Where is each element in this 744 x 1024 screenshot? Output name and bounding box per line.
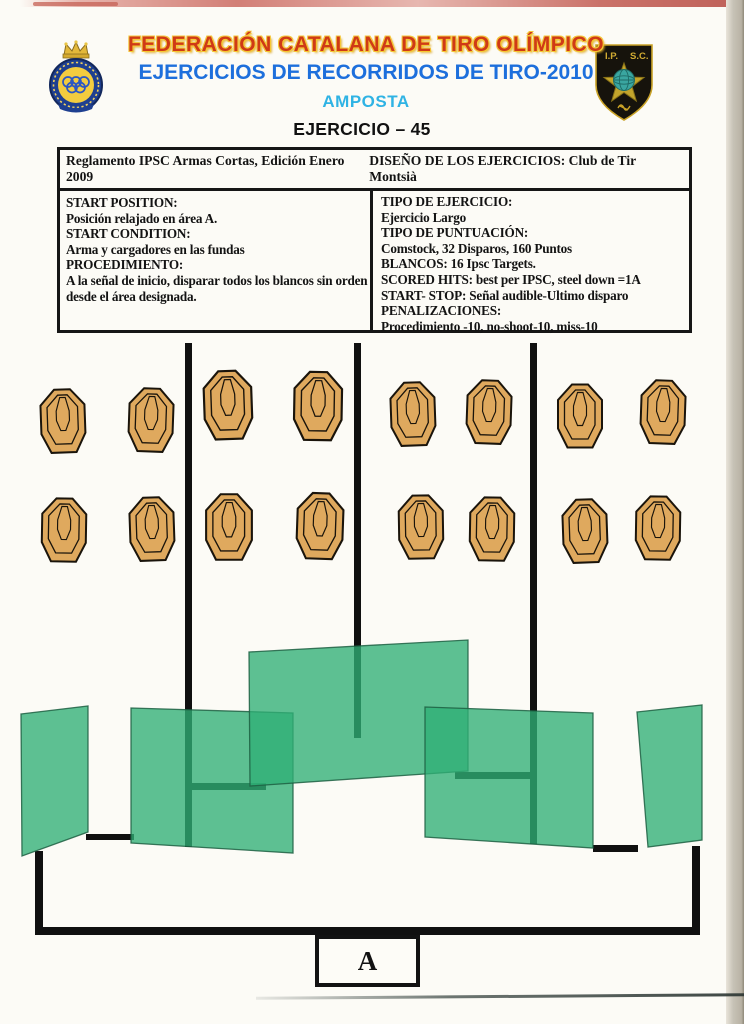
ipsc-target	[296, 492, 344, 559]
czone-zone	[303, 498, 336, 550]
czone-zone	[213, 500, 245, 551]
info-line: START- STOP: Señal audible-Ultimo disparo	[381, 287, 629, 303]
ipsc-target	[469, 497, 514, 561]
info-line: Comstock, 32 Disparos, 160 Puntos	[381, 240, 572, 256]
czone-zone	[476, 503, 507, 553]
barrier-left-outer	[21, 706, 88, 856]
wall-segment	[86, 834, 134, 840]
federation-title: FEDERACIÓN CATALANA DE TIRO OLÍMPICO	[127, 33, 605, 56]
czone-zone	[210, 376, 245, 430]
azone-zone	[656, 388, 670, 421]
azone-zone	[578, 507, 592, 540]
czone-zone	[473, 385, 505, 435]
czone-zone	[135, 393, 167, 443]
info-line: Procedimiento -10, no-shoot-10, miss-10	[381, 318, 598, 334]
start-area-box	[315, 935, 420, 987]
ipsc-target	[203, 370, 253, 440]
info-line: PROCEDIMIENTO:	[66, 257, 184, 273]
outer-zone	[203, 370, 253, 440]
wall-segment	[35, 927, 700, 935]
azone-zone	[482, 388, 496, 421]
ipsc-target	[640, 380, 686, 444]
outer-zone	[294, 372, 343, 441]
outer-zone	[296, 492, 344, 559]
outer-zone	[129, 497, 175, 561]
czone-zone	[569, 504, 601, 554]
start-conditions-cell	[60, 191, 373, 330]
info-line: TIPO DE PUNTUACIÓN:	[381, 225, 529, 241]
info-line: SCORED HITS: best per IPSC, steel down =1A	[381, 271, 641, 287]
outer-zone	[466, 380, 512, 444]
czone-zone	[565, 390, 596, 439]
czone-zone	[405, 501, 436, 551]
venue-title: AMPOSTA	[322, 92, 410, 111]
ipsc-target	[294, 372, 343, 441]
info-table-header-row	[60, 150, 689, 191]
regulation-text: Reglamento IPSC Armas Cortas, Edición Enero 2009	[66, 153, 345, 184]
exercise-title: EJERCICIO – 45	[293, 119, 431, 139]
ipsc-target	[635, 496, 680, 560]
ipsc-target	[466, 380, 512, 444]
outer-zone	[635, 496, 680, 560]
outer-zone	[40, 389, 86, 453]
azone-zone	[144, 396, 158, 429]
exercise-details-cell	[373, 191, 689, 334]
czone-zone	[136, 502, 168, 552]
czone-zone	[647, 385, 679, 435]
barrier-right-outer	[637, 705, 702, 847]
info-table	[57, 147, 692, 333]
ipsc-target	[206, 494, 252, 560]
scan-artifact-bottom-line	[256, 993, 744, 999]
czone-zone	[47, 394, 79, 444]
info-line: BLANCOS: 16 Ipsc Targets.	[381, 256, 536, 272]
ipsc-target	[398, 495, 443, 559]
wall-segment	[692, 846, 700, 929]
info-line: Posición relajado en área A.	[66, 210, 218, 226]
ipsc-target	[41, 498, 86, 562]
barrier-left-inner	[131, 708, 293, 853]
azone-zone	[311, 381, 326, 417]
ipsc-target	[128, 388, 174, 452]
azone-zone	[145, 505, 159, 538]
azone-zone	[414, 503, 428, 536]
ipsc-target	[558, 385, 602, 448]
azone-zone	[57, 506, 71, 539]
scan-artifact-top-streak	[20, 0, 744, 7]
info-line: Arma y cargadores en las fundas	[66, 241, 245, 257]
azone-zone	[485, 505, 499, 538]
czone-zone	[48, 504, 79, 554]
scan-artifact-red-dash	[33, 2, 118, 6]
info-table-body-row	[60, 191, 689, 334]
ipsc-text-right: S.C.	[630, 51, 649, 62]
scan-artifact-right-edge	[726, 0, 744, 1024]
wall-segment	[185, 343, 192, 847]
outer-zone	[128, 388, 174, 452]
ipsc-target	[390, 382, 436, 446]
ipsc-target	[562, 499, 608, 563]
info-line: Ejercicio Largo	[381, 209, 467, 225]
outer-zone	[640, 380, 686, 444]
outer-zone	[398, 495, 443, 559]
outer-zone	[41, 498, 86, 562]
outer-zone	[469, 497, 514, 561]
ipsc-target	[40, 389, 86, 453]
ipsc-target	[129, 497, 175, 561]
info-line: START CONDITION:	[66, 226, 191, 242]
wall-segment	[354, 343, 361, 738]
ipsc-text-left: I.P.	[605, 51, 619, 62]
wall-segment	[530, 343, 537, 844]
outer-zone	[390, 382, 436, 446]
azone-zone	[651, 504, 665, 537]
start-area-label: A	[357, 945, 378, 976]
czone-zone	[642, 502, 673, 552]
info-line: PENALIZACIONES:	[381, 303, 502, 319]
azone-zone	[313, 501, 328, 536]
outer-zone	[206, 494, 252, 560]
azone-zone	[220, 379, 235, 415]
info-line: A la señal de inicio, disparar todos los blancos sin orden	[66, 272, 368, 288]
azone-zone	[222, 503, 236, 537]
azone-zone	[574, 393, 587, 426]
wall-segment	[593, 845, 638, 852]
info-line: TIPO DE EJERCICIO:	[381, 194, 513, 209]
czone-zone	[397, 387, 429, 437]
info-line: desde el área designada.	[66, 288, 197, 304]
wall-segment	[455, 772, 533, 779]
azone-zone	[56, 397, 70, 430]
outer-zone	[558, 385, 602, 448]
info-line: START POSITION:	[66, 195, 178, 210]
azone-zone	[406, 390, 420, 423]
wall-segment	[35, 851, 43, 931]
outer-zone	[562, 499, 608, 563]
program-title: EJERCICIOS DE RECORRIDOS DE TIRO-2010	[138, 61, 594, 84]
header	[88, 33, 644, 112]
wall-segment	[192, 783, 266, 790]
design-text: DISEÑO DE LOS EJERCICIOS: Club de Tir Montsià	[369, 153, 636, 184]
czone-zone	[301, 378, 335, 431]
